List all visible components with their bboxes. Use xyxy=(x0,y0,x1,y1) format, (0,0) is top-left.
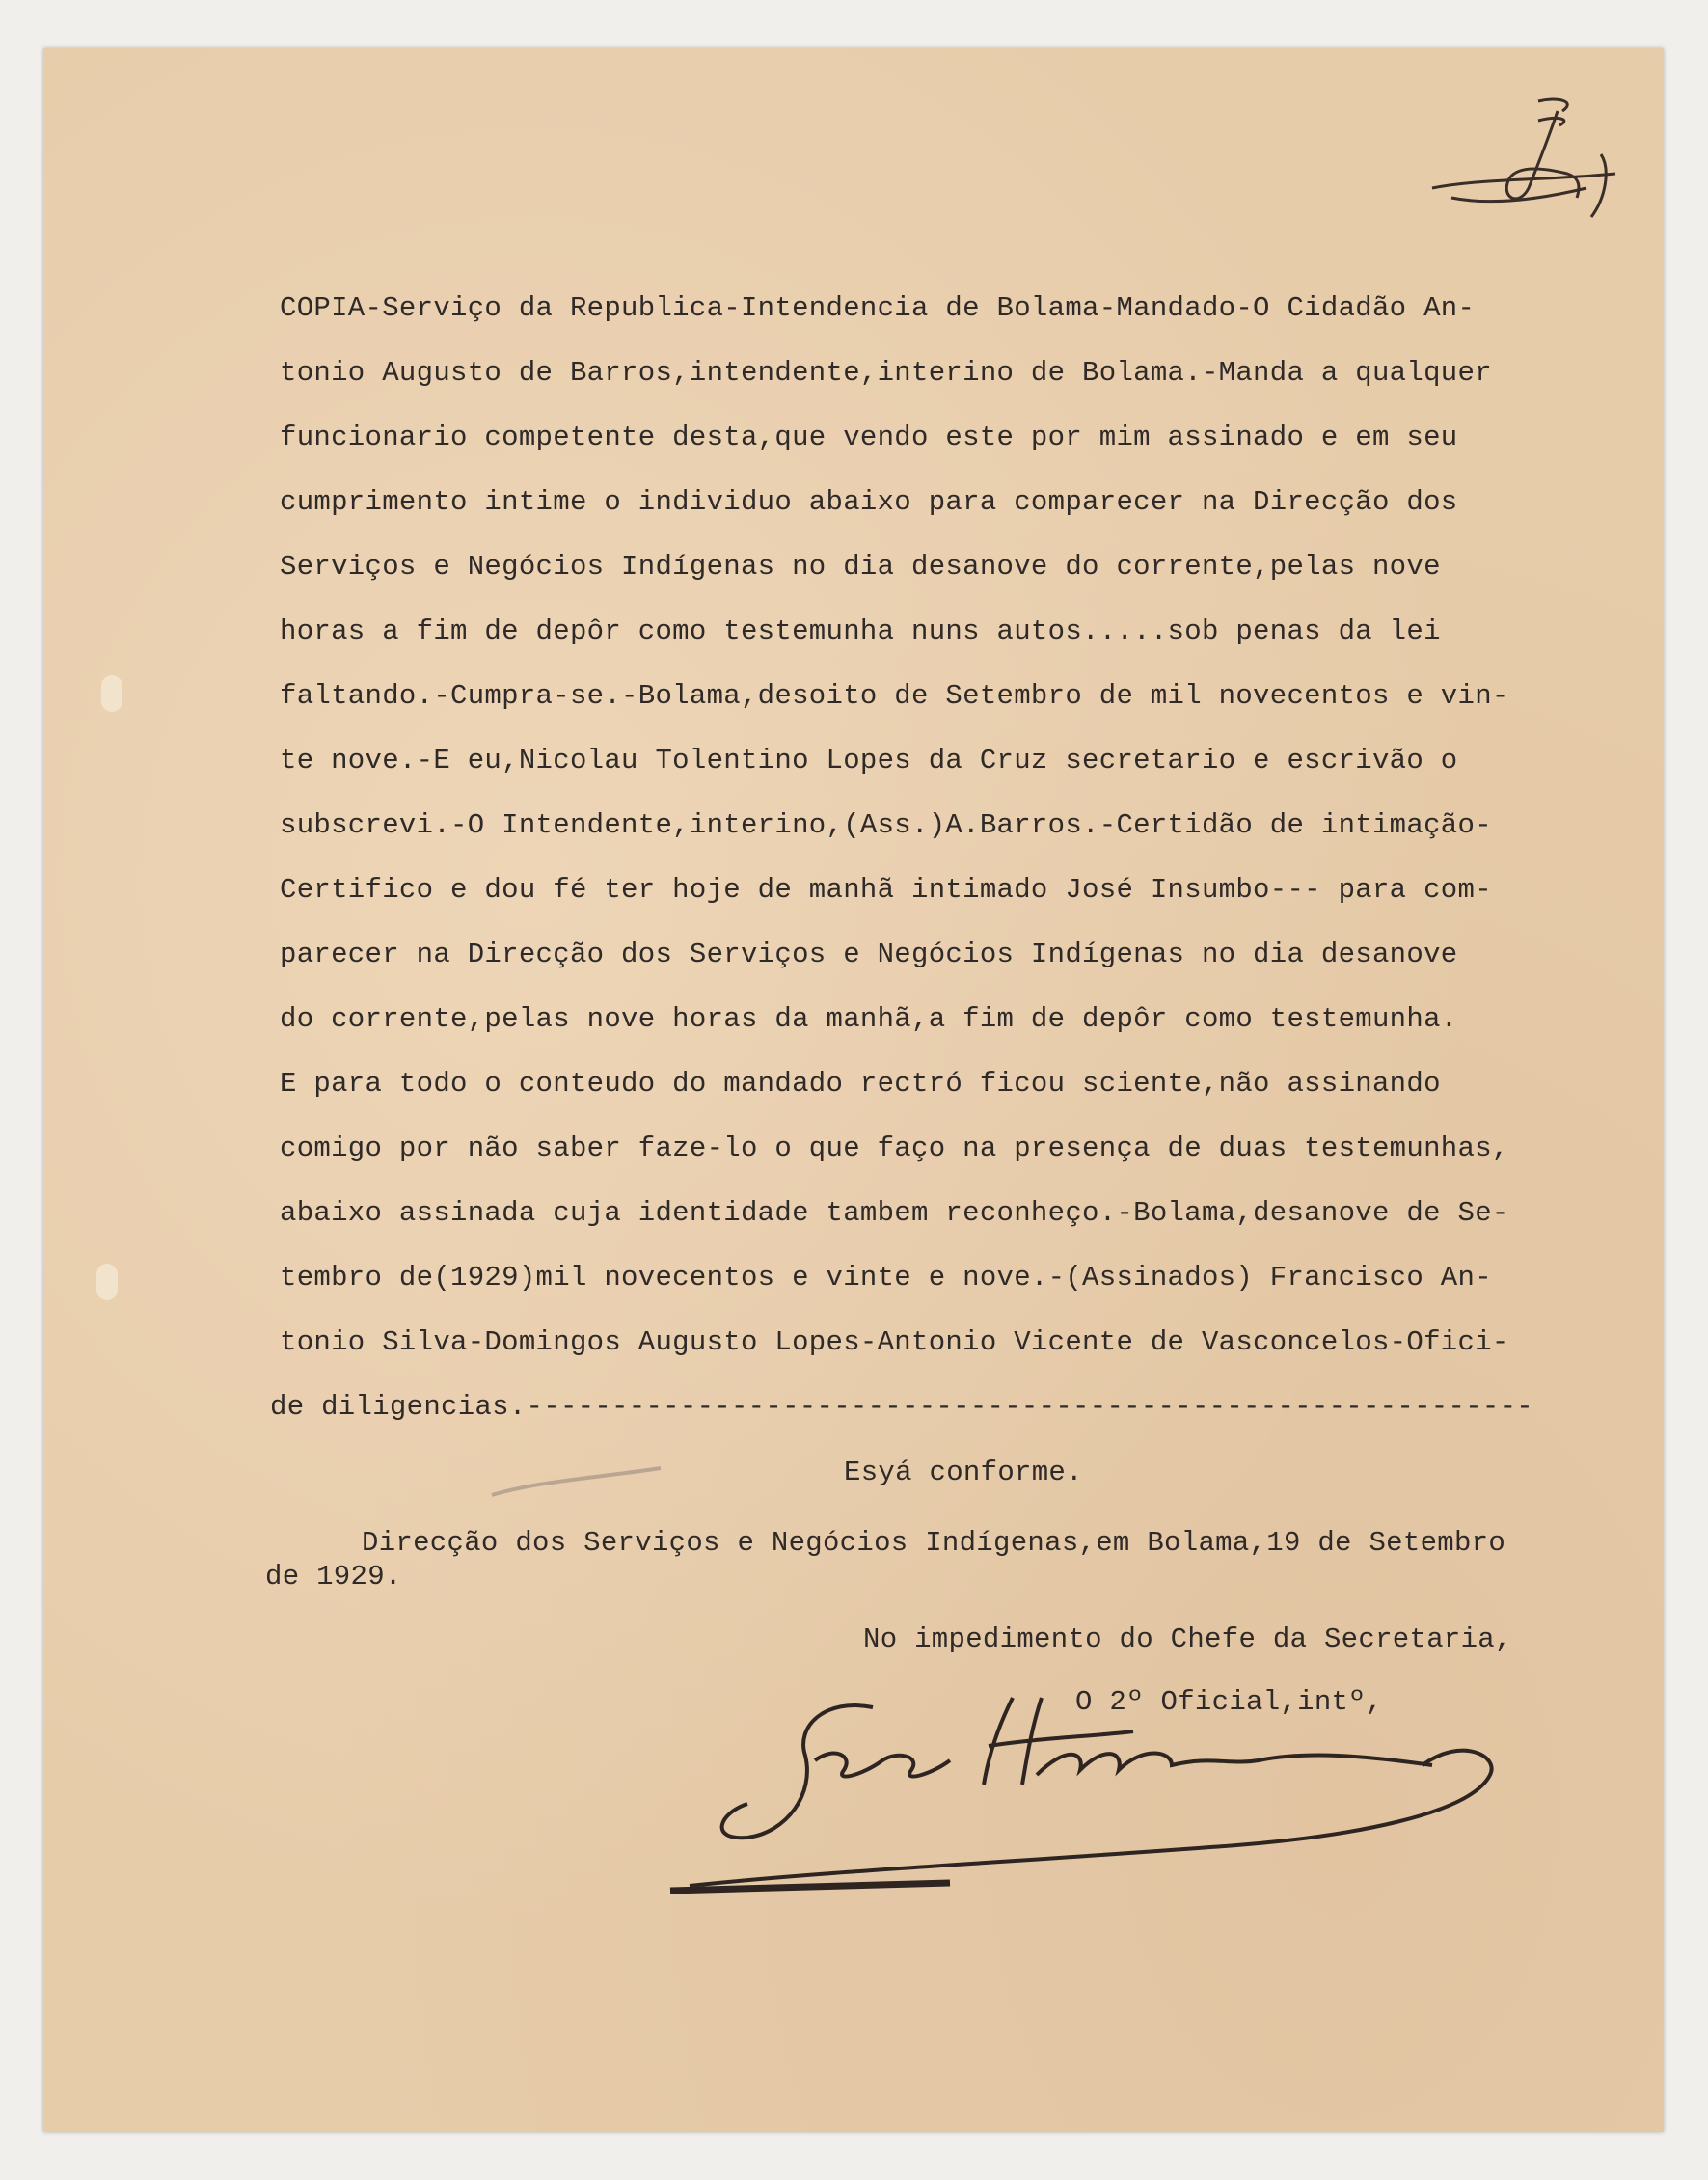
closing-line: No impedimento do Chefe da Secretaria, xyxy=(863,1623,1512,1655)
handwritten-signature xyxy=(632,1669,1615,1958)
place-date-line: Direcção dos Serviços e Negócios Indígenas,em Bolama,19 de Setembro xyxy=(362,1527,1506,1559)
faded-pen-stroke xyxy=(482,1457,675,1514)
closing-line: O 2º Oficial,intº, xyxy=(1075,1686,1383,1718)
place-date-line: de 1929. xyxy=(265,1561,402,1593)
document-page xyxy=(43,48,1664,2132)
body-line: de diligencias.----------------------------------------------------------- xyxy=(270,1391,1534,1423)
body-line: Serviços e Negócios Indígenas no dia desanove do corrente,pelas nove xyxy=(280,551,1441,583)
body-line: subscrevi.-O Intendente,interino,(Ass.)A.Barros.-Certidão de intimação- xyxy=(280,809,1492,841)
body-line: E para todo o conteudo do mandado rectró ficou sciente,não assinando xyxy=(280,1068,1441,1100)
body-line: cumprimento intime o individuo abaixo para comparecer na Direcção dos xyxy=(280,486,1458,518)
body-line: abaixo assinada cuja identidade tambem reconheço.-Bolama,desanove de Se- xyxy=(280,1197,1509,1229)
body-line: tembro de(1929)mil novecentos e vinte e nove.-(Assinados) Francisco An- xyxy=(280,1262,1492,1294)
handwritten-initials-mark xyxy=(1394,72,1644,236)
body-line: Certifico e dou fé ter hoje de manhã intimado José Insumbo--- para com- xyxy=(280,874,1492,906)
body-line: faltando.-Cumpra-se.-Bolama,desoito de Setembro de mil novecentos e vin- xyxy=(280,680,1509,712)
conforme-line: Esyá conforme. xyxy=(844,1457,1083,1488)
body-line: funcionario competente desta,que vendo este por mim assinado e em seu xyxy=(280,422,1458,453)
body-line: horas a fim de depôr como testemunha nuns autos.....sob penas da lei xyxy=(280,615,1441,647)
body-line: COPIA-Serviço da Republica-Intendencia de Bolama-Mandado-O Cidadão An- xyxy=(280,292,1476,324)
body-line: parecer na Direcção dos Serviços e Negócios Indígenas no dia desanove xyxy=(280,939,1458,970)
body-line: do corrente,pelas nove horas da manhã,a fim de depôr como testemunha. xyxy=(280,1003,1458,1035)
body-line: tonio Silva-Domingos Augusto Lopes-Antonio Vicente de Vasconcelos-Ofici- xyxy=(280,1326,1509,1358)
body-line: tonio Augusto de Barros,intendente,interino de Bolama.-Manda a qualquer xyxy=(280,357,1492,389)
punch-hole-lower xyxy=(96,1264,118,1300)
body-line: te nove.-E eu,Nicolau Tolentino Lopes da Cruz secretario e escrivão o xyxy=(280,745,1458,777)
punch-hole-upper xyxy=(101,675,122,712)
body-line: comigo por não saber faze-lo o que faço na presença de duas testemunhas, xyxy=(280,1132,1509,1164)
